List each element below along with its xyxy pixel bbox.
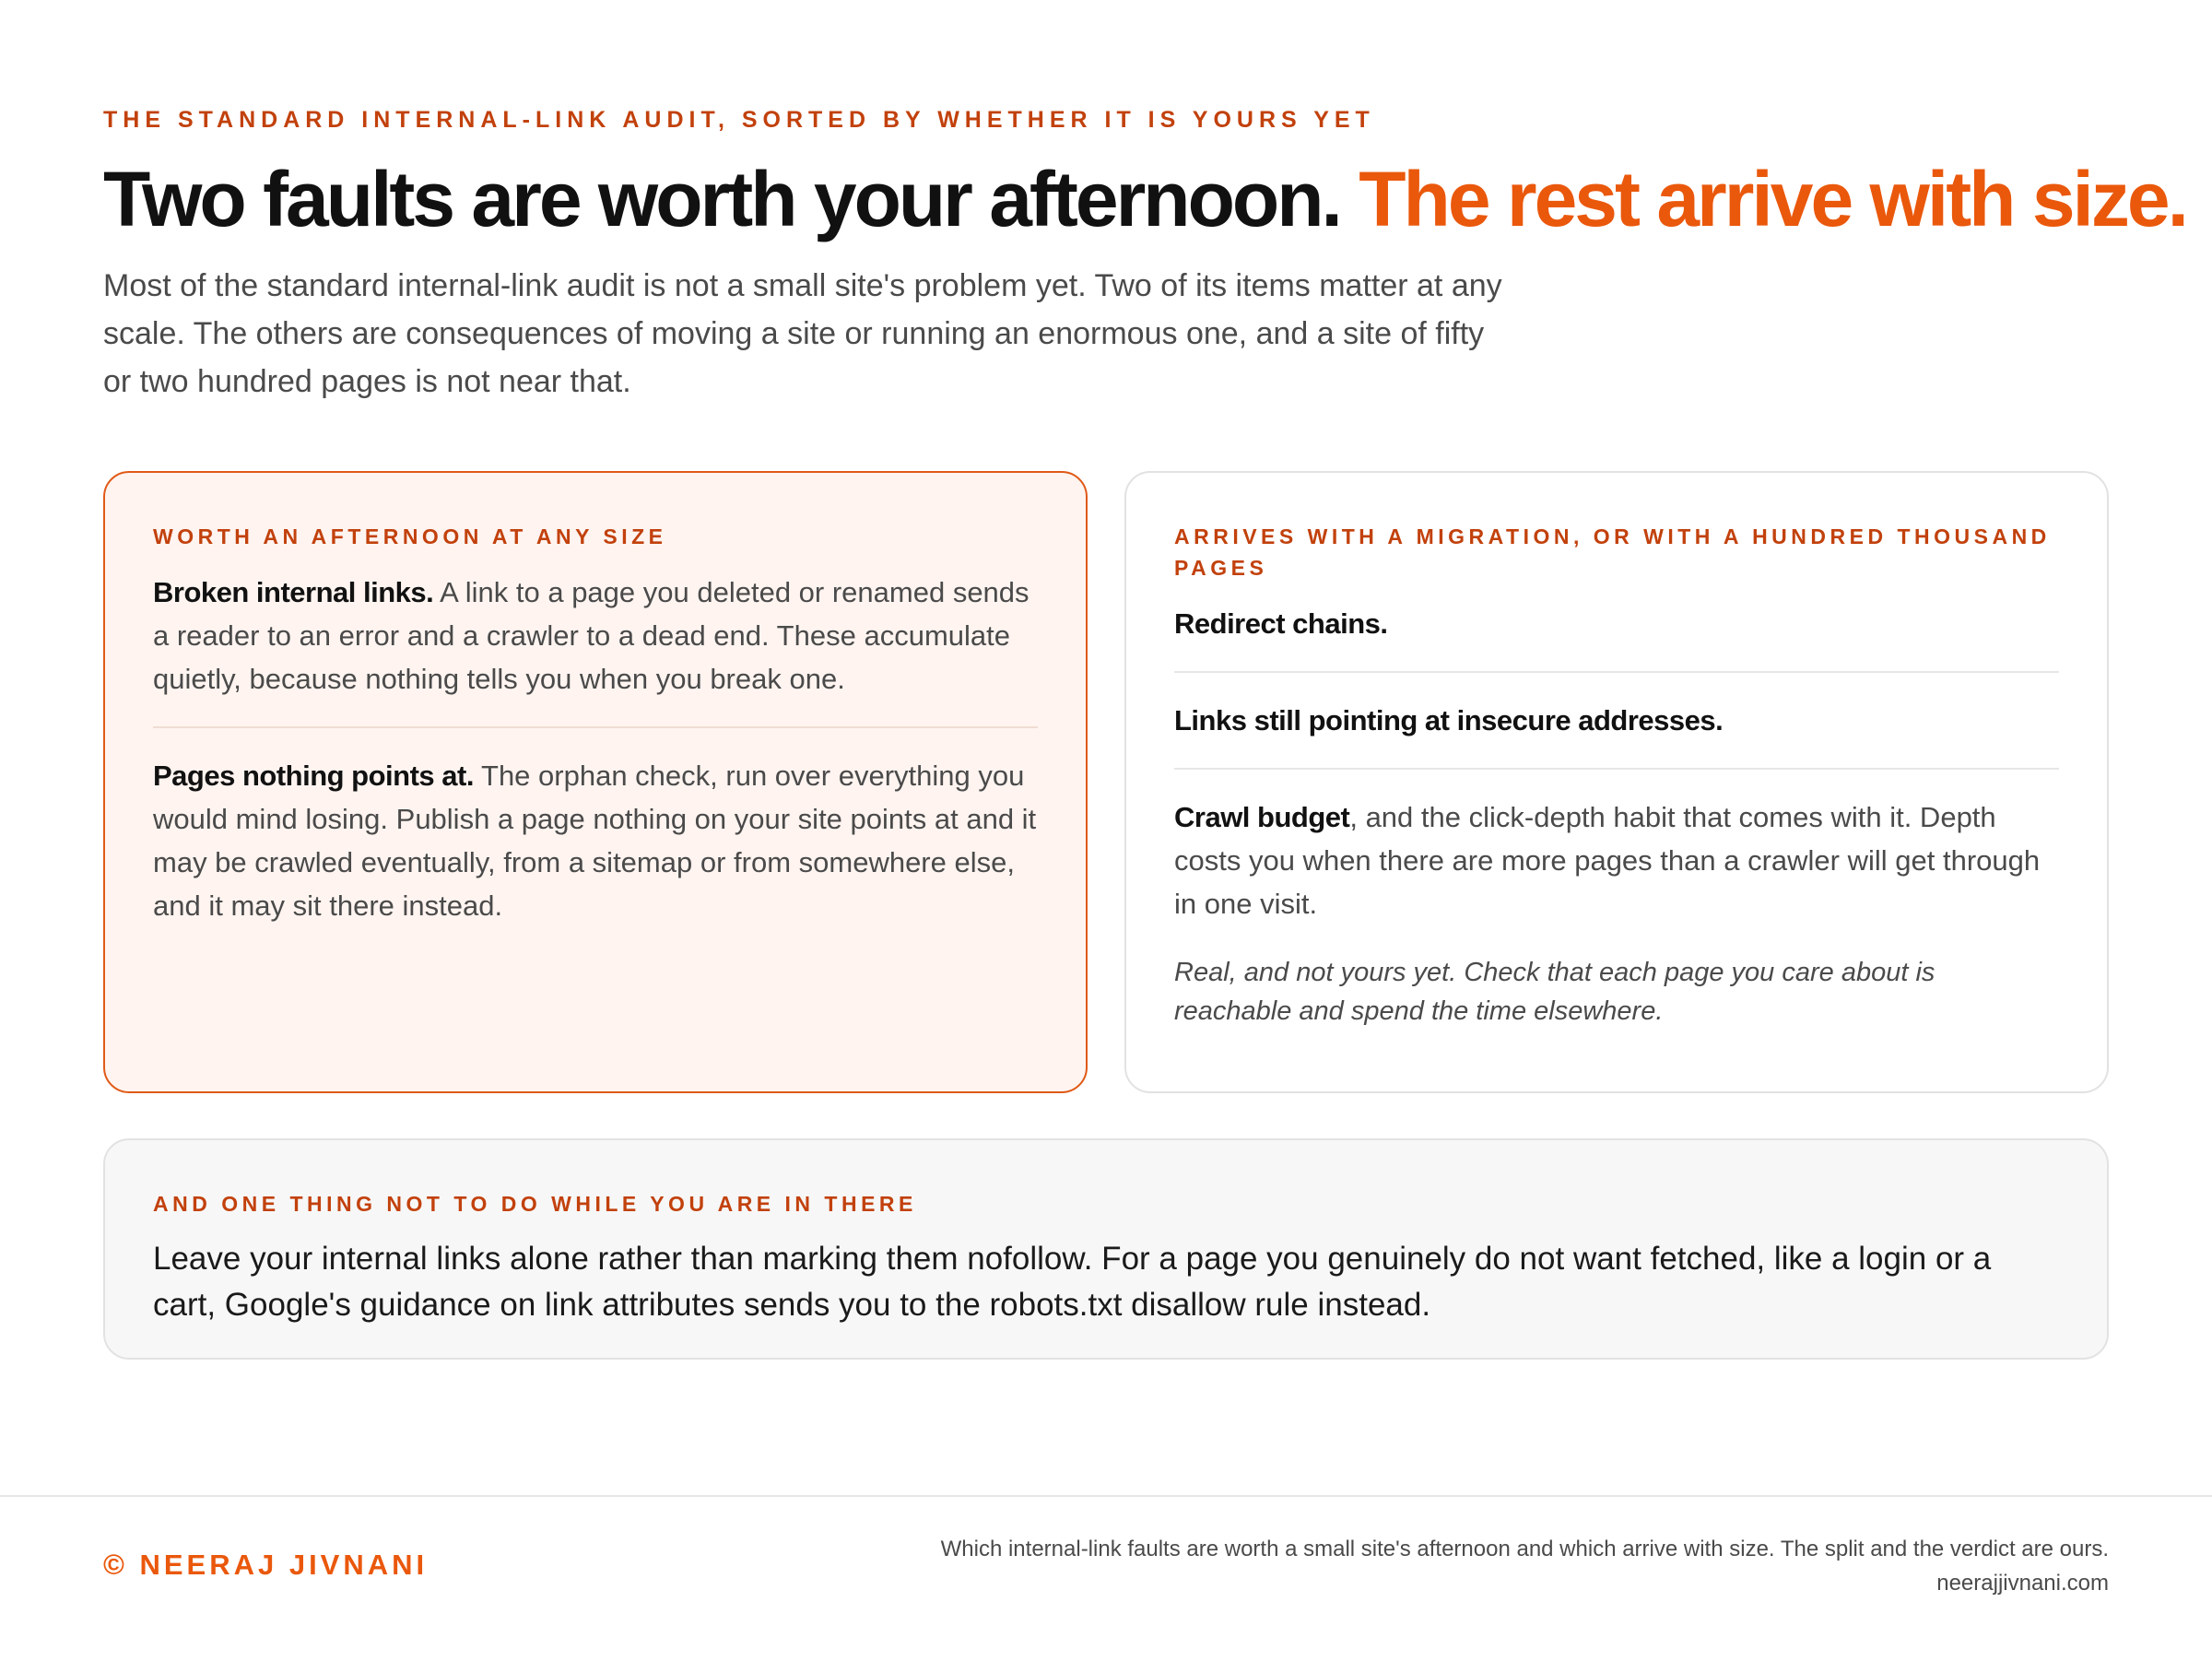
title-lead: Two faults are worth your afternoon. [103,156,1340,242]
later-card-label: ARRIVES WITH A MIGRATION, OR WITH A HUNDRED THOUSAND PAGES [1174,524,2051,580]
insecure-links-item [1174,699,2059,742]
item-title: Pages nothing points at. [153,760,474,792]
item-title: Redirect chains. [1174,607,1388,640]
eyebrow-label: THE STANDARD INTERNAL-LINK AUDIT, SORTED BY WHETHER IT IS YOURS YET [103,107,1375,133]
broken-links-item [153,571,1038,701]
title-accent: The rest arrive with size. [1359,156,2186,242]
item-body: The orphan check, run over everything you would mind losing. Publish a page nothing on your site points at and it may be crawled eventually, from a sitemap or from somewhere else, and it may sit there instead. [153,760,1037,922]
crawl-budget-item [1174,795,2059,925]
page-title [103,157,2186,241]
footer-brand: © NEERAJ JIVNANI [103,1549,429,1581]
dont-do-card [103,1138,2109,1360]
later-card-note: Real, and not yours yet. Check that each page you care about is reachable and spend the time elsewhere. [1174,958,1936,1026]
dont-card-text: Leave your internal links alone rather than marking them nofollow. For a page you genuinely do not want fetched, like a login or a cart, Google's guidance on link attributes sends you to the robots.txt disallow rule instead. [153,1241,1992,1323]
footer-caption: Which internal-link faults are worth a small site's afternoon and which arrive with size. The split and the verdict are ours. [940,1537,2109,1561]
worth-card-label: WORTH AN AFTERNOON AT ANY SIZE [153,524,667,548]
dont-card-label: AND ONE THING NOT TO DO WHILE YOU ARE IN THERE [153,1192,917,1216]
divider [1174,671,2059,673]
footer-caption-block [941,1532,2109,1600]
footer-divider [0,1495,2212,1497]
arrives-with-size-card [1124,471,2109,1093]
intro-paragraph: Most of the standard internal-link audit is not a small site's problem yet. Two of its items matter at any scale. The others are consequences of moving a site or running an enormous one, and a site of fifty or two hundred pages is not near that. [103,268,1502,399]
item-body: A link to a page you deleted or renamed sends a reader to an error and a crawler to a dead end. These accumulate quietly, because nothing tells you when you break one. [153,576,1030,695]
orphan-pages-item [153,754,1038,927]
redirect-chains-item [1174,602,2059,645]
item-body: , and the click-depth habit that comes with it. Depth costs you when there are more pages than a crawler will get through in one visit. [1174,801,2041,920]
item-title: Links still pointing at insecure addresses. [1174,704,1724,736]
item-title: Crawl budget [1174,801,1350,833]
item-title: Broken internal links. [153,576,434,608]
divider [153,726,1038,728]
worth-an-afternoon-card [103,471,1088,1093]
divider [1174,768,2059,770]
footer-site-link[interactable]: neerajjivnani.com [1936,1571,2109,1596]
